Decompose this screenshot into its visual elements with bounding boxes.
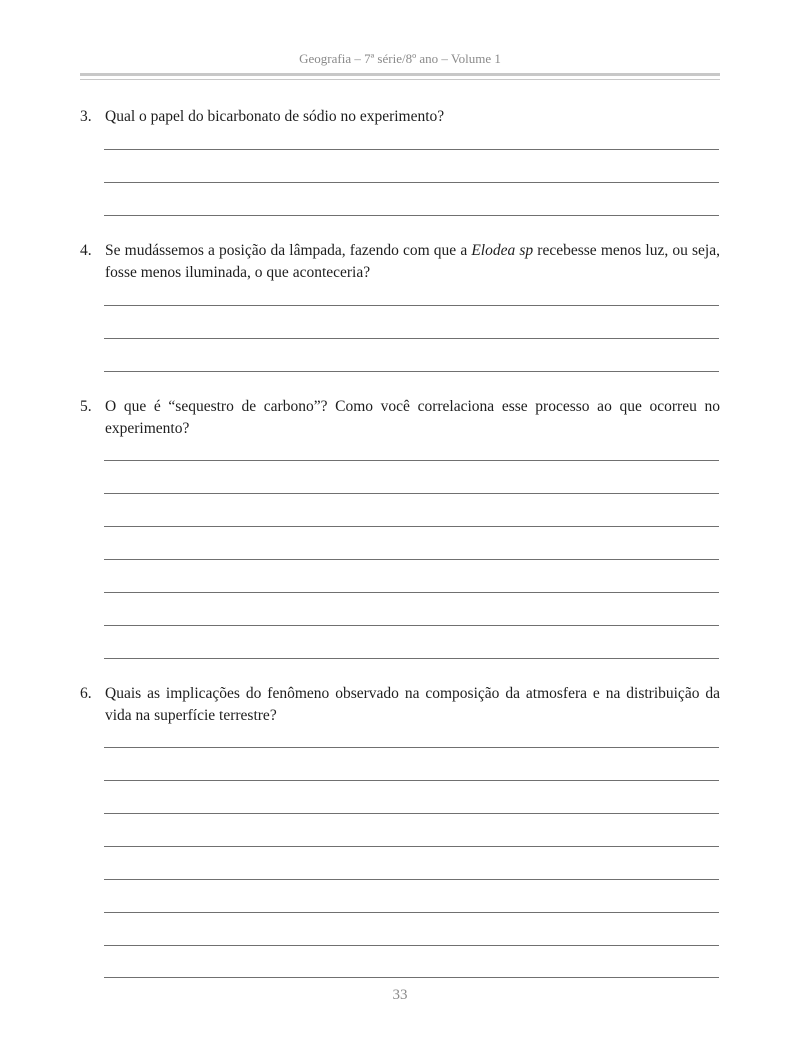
question-number: 3. [80, 108, 92, 125]
question-3 [80, 106, 720, 128]
answer-line[interactable] [104, 658, 719, 659]
question-4 [80, 240, 720, 284]
answer-line[interactable] [104, 912, 719, 913]
question-text: Quais as implicações do fenômeno observado na composição da atmosfera e na distribuição da vida na superfície terrestre? [105, 685, 720, 724]
answer-line[interactable] [104, 813, 719, 814]
header-rule [80, 73, 720, 80]
answer-line[interactable] [104, 945, 719, 946]
answer-line[interactable] [104, 526, 719, 527]
question-text: Se mudássemos a posição da lâmpada, fazendo com que a Elodea sp recebesse menos luz, ou seja, fosse menos iluminada, o que aconteceria? [105, 242, 720, 281]
answer-line[interactable] [104, 338, 719, 339]
answer-line[interactable] [104, 460, 719, 461]
answer-line[interactable] [104, 559, 719, 560]
question-number: 5. [80, 398, 92, 415]
answer-line[interactable] [104, 371, 719, 372]
answer-line[interactable] [104, 182, 719, 183]
species-name: Elodea sp [471, 242, 534, 259]
answer-line[interactable] [104, 592, 719, 593]
answer-line[interactable] [104, 846, 719, 847]
answer-line[interactable] [104, 977, 719, 978]
answer-line[interactable] [104, 780, 719, 781]
question-number: 4. [80, 242, 92, 259]
answer-line[interactable] [104, 747, 719, 748]
running-header: Geografia – 7ª série/8º ano – Volume 1 [299, 51, 501, 66]
answer-line[interactable] [104, 493, 719, 494]
answer-line[interactable] [104, 215, 719, 216]
question-number: 6. [80, 685, 92, 702]
answer-line[interactable] [104, 879, 719, 880]
question-text: Qual o papel do bicarbonato de sódio no experimento? [105, 108, 445, 125]
question-text: O que é “sequestro de carbono”? Como você correlaciona esse processo ao que ocorreu no experimento? [105, 398, 720, 437]
answer-line[interactable] [104, 625, 719, 626]
answer-line[interactable] [104, 149, 719, 150]
question-5 [80, 396, 720, 440]
question-6 [80, 683, 720, 727]
answer-line[interactable] [104, 305, 719, 306]
page-number: 33 [392, 987, 408, 1003]
